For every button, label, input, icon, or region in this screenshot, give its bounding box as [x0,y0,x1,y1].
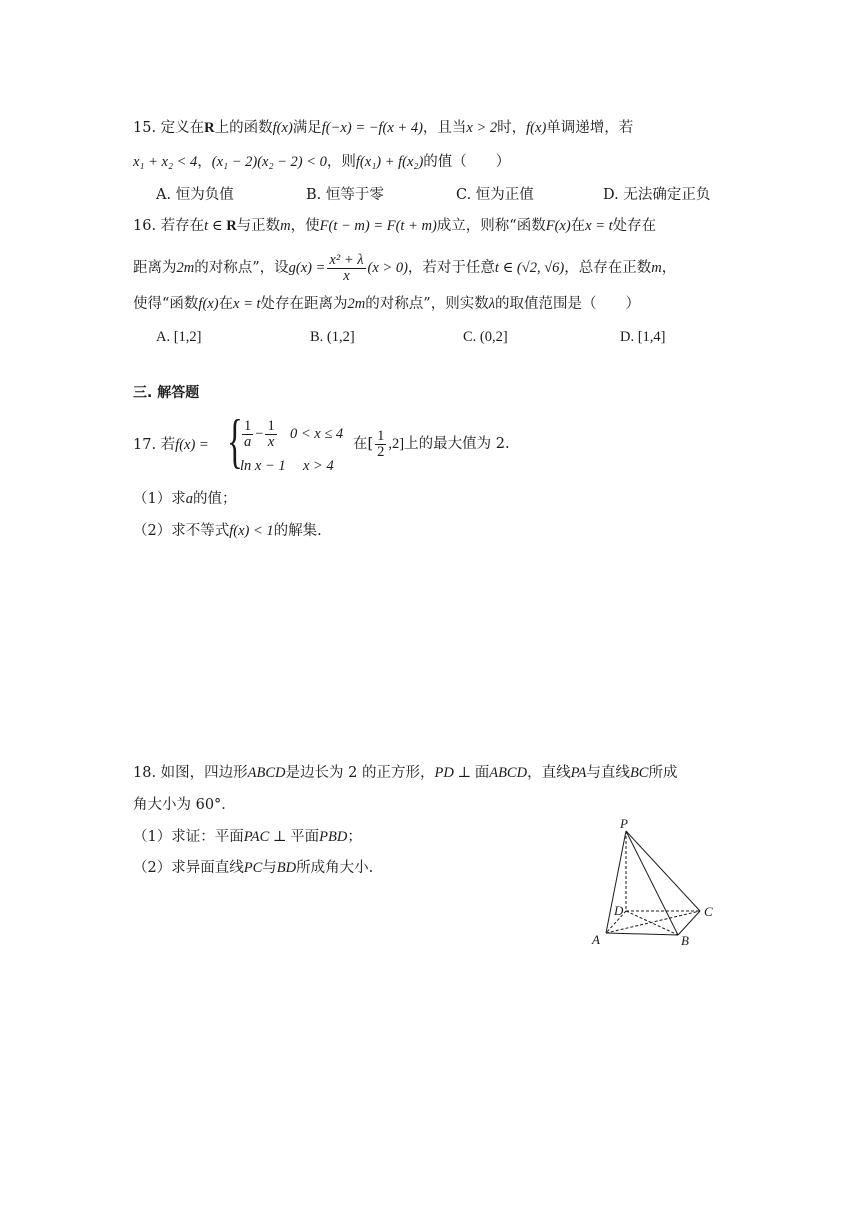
half-fraction [375,429,386,460]
q17-sub-2 [133,521,322,541]
reals-symbol: R [226,218,237,234]
q16-option-a: A. [1,2] [156,329,202,345]
q17-math: a [185,491,193,507]
label-B: B [681,933,689,948]
q16-math: F(x) [545,218,571,234]
q15-math: f(x₁) + f(x₂) [355,154,424,170]
q16-text: 处存在距离为 [260,296,348,312]
edge-PC [626,831,700,911]
q18-sub-1 [133,827,362,847]
q16-text: ，若对于任意 [407,260,495,276]
label-D: D [614,903,624,918]
q16-text: 在 [570,218,586,234]
q18-math: PA [570,765,587,781]
q16-line-2 [133,248,676,288]
q16-text: ，总存在正数 [564,260,652,276]
perp-symbol: ⊥ [269,829,291,845]
q18-math: ABCD [247,765,286,781]
q17-text: 17. 若 [133,437,176,453]
q15-math: f(−x) = −f(x + 4) [321,120,423,136]
q18-line-1 [133,763,677,783]
edge-PB [626,831,678,935]
q16-text: ，使 [290,218,320,234]
q16-text: 的对称点”，则实数 [365,296,489,312]
q18-text: ，直线 [527,765,571,781]
label-A: A [592,932,600,947]
q15-option-d: D. 无法确定正负 [603,187,711,203]
pyramid-figure [580,815,730,955]
q17-text: 的解集. [273,523,322,539]
q15-option-a: A. 恒为负值 [156,187,234,203]
q15-text: 单调递增，若 [546,120,634,136]
q16-text: 使得“函数 [133,296,199,312]
q15-math: (x₁ − 2)(x₂ − 2) < 0 [211,154,327,170]
q16-math: x = t [233,296,261,312]
q16-math: F(t − m) = F(t + m) [319,218,437,234]
q18-text: 所成角大小. [296,860,374,876]
q18-math: PAC [243,829,270,845]
fraction-denominator: 2 [377,443,385,460]
edge-AB [606,933,678,935]
fraction-denominator: x [267,434,275,451]
fraction-numerator: 1 [267,418,275,435]
q18-text: 面 [474,765,490,781]
q15-line-1 [133,118,633,138]
q16-math: x = t [585,218,613,234]
q16-text: 与正数 [236,218,281,234]
q18-text: 18. 如图，四边形 [133,765,248,781]
q17-case-2-expr: ln x − 1 [240,458,286,474]
fraction-numerator: 1 [377,427,385,444]
q16-text: 16. 若存在 [133,218,205,234]
edge-BC [678,911,700,935]
q18-text: ； [347,829,362,845]
diagonal-BD [626,911,678,935]
label-C: C [704,904,713,919]
q16-option-b: B. (1,2] [310,329,355,345]
q15-math: f(x) [272,120,293,136]
q18-math: BD [276,860,297,876]
q15-text: ，则 [326,154,356,170]
fraction-denominator: x [343,267,350,284]
q18-math: PC [243,860,263,876]
q15-text: ，且当 [422,120,467,136]
perp-symbol: ⊥ [453,765,475,781]
q16-text: 成立，则称“函数 [436,218,546,234]
q16-math: 2m [347,296,366,312]
q16-text: 距离为 [133,260,177,276]
q18-line-2: 角大小为 60°． [133,797,236,813]
q15-math: x₁ + x₂ < 4 [133,154,198,170]
q16-math: λ [488,296,495,312]
q15-text: 上的函数 [214,120,273,136]
fraction-numerator: x² + λ [329,251,364,268]
q15-option-c: C. 恒为正值 [456,187,534,203]
q17-text: 的值； [192,491,237,507]
q16-text: 在 [218,296,234,312]
q17-sub-1 [133,489,236,509]
q18-text: 平面 [290,829,320,845]
q18-text: 与 [262,860,277,876]
q16-text: 的对称点”，设 [194,260,289,276]
q18-math: ABCD [489,765,528,781]
q17-text: （1）求 [133,491,186,507]
q17-text: （2）求不等式 [133,523,230,539]
g-fraction [327,253,365,284]
q18-math: BC [629,765,649,781]
q15-line-2 [133,152,510,172]
q16-math: m [651,260,662,276]
q18-math: PD [434,765,454,781]
q16-option-d: D. [1,4] [620,329,666,345]
piecewise-brace: { [227,408,243,474]
q16-text: 处存在 [612,218,657,234]
q15-text: 15. 定义在 [133,120,205,136]
q16-option-c: C. (0,2] [463,329,508,345]
q17-math: f(x) = [175,437,209,453]
q17-text: 在[ [353,436,374,452]
q16-math: g(x) = [288,260,326,276]
minus-sign: − [255,426,264,442]
q18-sub-2 [133,858,373,878]
q15-text: 的值（ ） [423,154,511,170]
q18-math: PBD [319,829,348,845]
q15-math: x > 2 [466,120,498,136]
q17-case-1 [240,414,279,454]
q17-text: ,2] [388,436,405,452]
q16-math: 2m [176,260,195,276]
q16-math: f(x) [198,296,219,312]
q15-text: 满足 [292,120,322,136]
q18-text: （1）求证：平面 [133,829,244,845]
q15-text: 时， [497,120,527,136]
reals-symbol: R [204,120,215,136]
q17-text: 上的最大值为 2. [404,436,510,452]
q18-text: 是边长为 2 的正方形， [285,765,435,781]
fraction-numerator: 1 [244,418,252,435]
q15-option-b: B. 恒等于零 [306,187,384,203]
q16-math: m [280,218,291,234]
q16-line-1 [133,216,656,236]
q17-prefix [133,435,209,455]
q17-case-2-condition: x > 4 [303,458,334,474]
label-P: P [620,816,628,831]
case1-frac-1 [242,419,253,450]
q17-math: f(x) < 1 [229,523,274,539]
q18-text: （2）求异面直线 [133,860,244,876]
section-title: 三. 解答题 [133,385,200,401]
q18-text: 所成 [648,765,678,781]
q18-text: 与直线 [586,765,630,781]
q16-math: (x > 0) [367,260,408,276]
q16-math: t ∈ (√2, √6) [494,260,565,276]
q15-text: ， [197,154,212,170]
case1-frac-2 [265,419,276,450]
q16-text: 的取值范围是（ ） [494,296,640,312]
q17-case-1-condition: 0 < x ≤ 4 [290,426,344,442]
q16-math: t ∈ [204,218,227,234]
q17-interval [353,424,510,464]
q16-text: ， [661,260,677,276]
q16-line-3 [133,294,640,314]
q15-math: f(x) [526,120,547,136]
fraction-denominator: a [244,434,252,451]
